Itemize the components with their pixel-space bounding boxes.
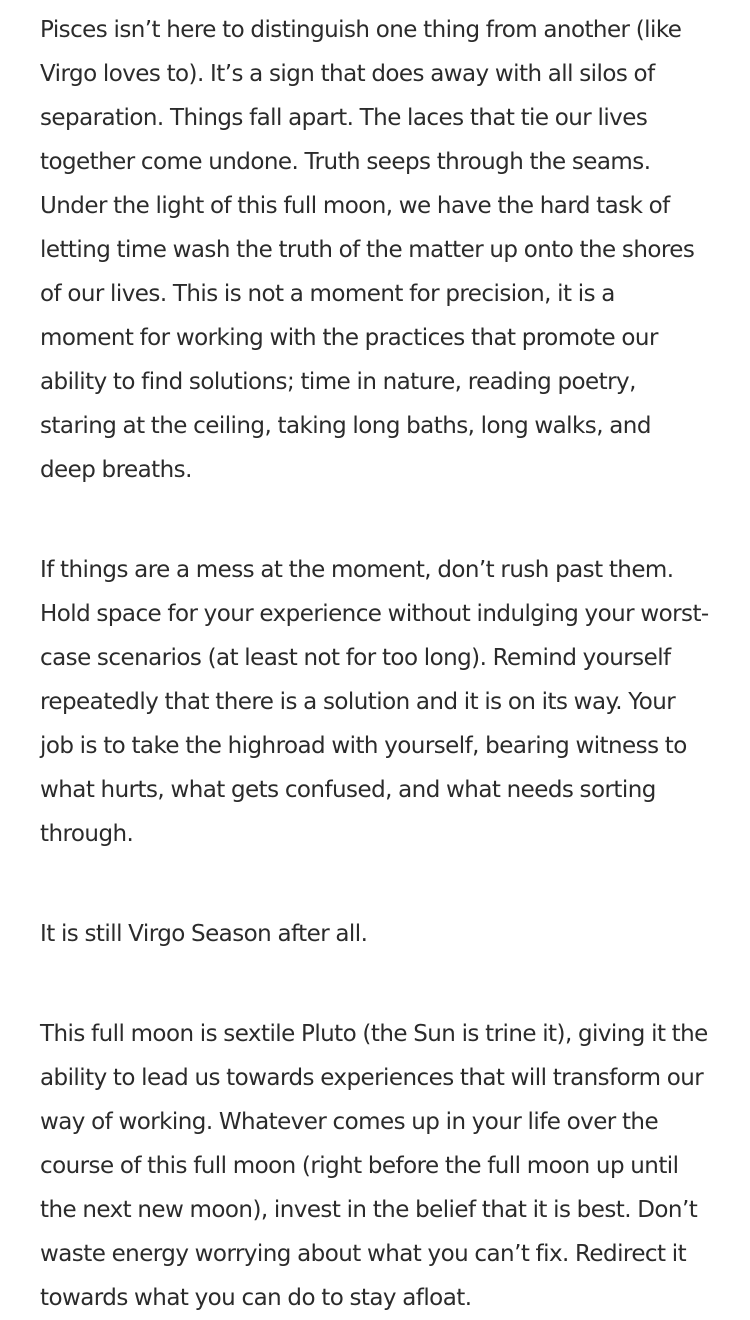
paragraph-pisces: Pisces isn’t here to distinguish one thing from another (like Virgo loves to). It’s a sign that does away with all silos of separation. Things fall apart. The laces that tie our lives together come undone. Truth seeps through the seams. Under the light of this full moon, we have the hard task of letting time wash the truth of the matter up onto the shores of our lives. This is not a moment for precision, it is a moment for working with the practices that promote our ability to find solutions; time in nature, reading poetry, staring at the ceiling, taking long baths, long walks, and deep breaths. [40,17,695,483]
article-body [40,8,712,1320]
paragraph-virgo-season: It is still Virgo Season after all. [40,921,368,947]
paragraph-mess: If things are a mess at the moment, don’t rush past them. Hold space for your experience without indulging your worst-case scenarios (at least not for too long). Remind yourself repeatedly that there is a solution and it is on its way. Your job is to take the highroad with yourself, bearing witness to what hurts, what gets confused, and what needs sorting through. [40,557,709,847]
paragraph-pluto: This full moon is sextile Pluto (the Sun is trine it), giving it the ability to lead us towards experiences that will transform our way of working. Whatever comes up in your life over the course of this full moon (right before the full moon up until the next new moon), invest in the belief that it is best. Don’t waste energy worrying about what you can’t fix. Redirect it towards what you can do to stay afloat. [40,1021,708,1311]
